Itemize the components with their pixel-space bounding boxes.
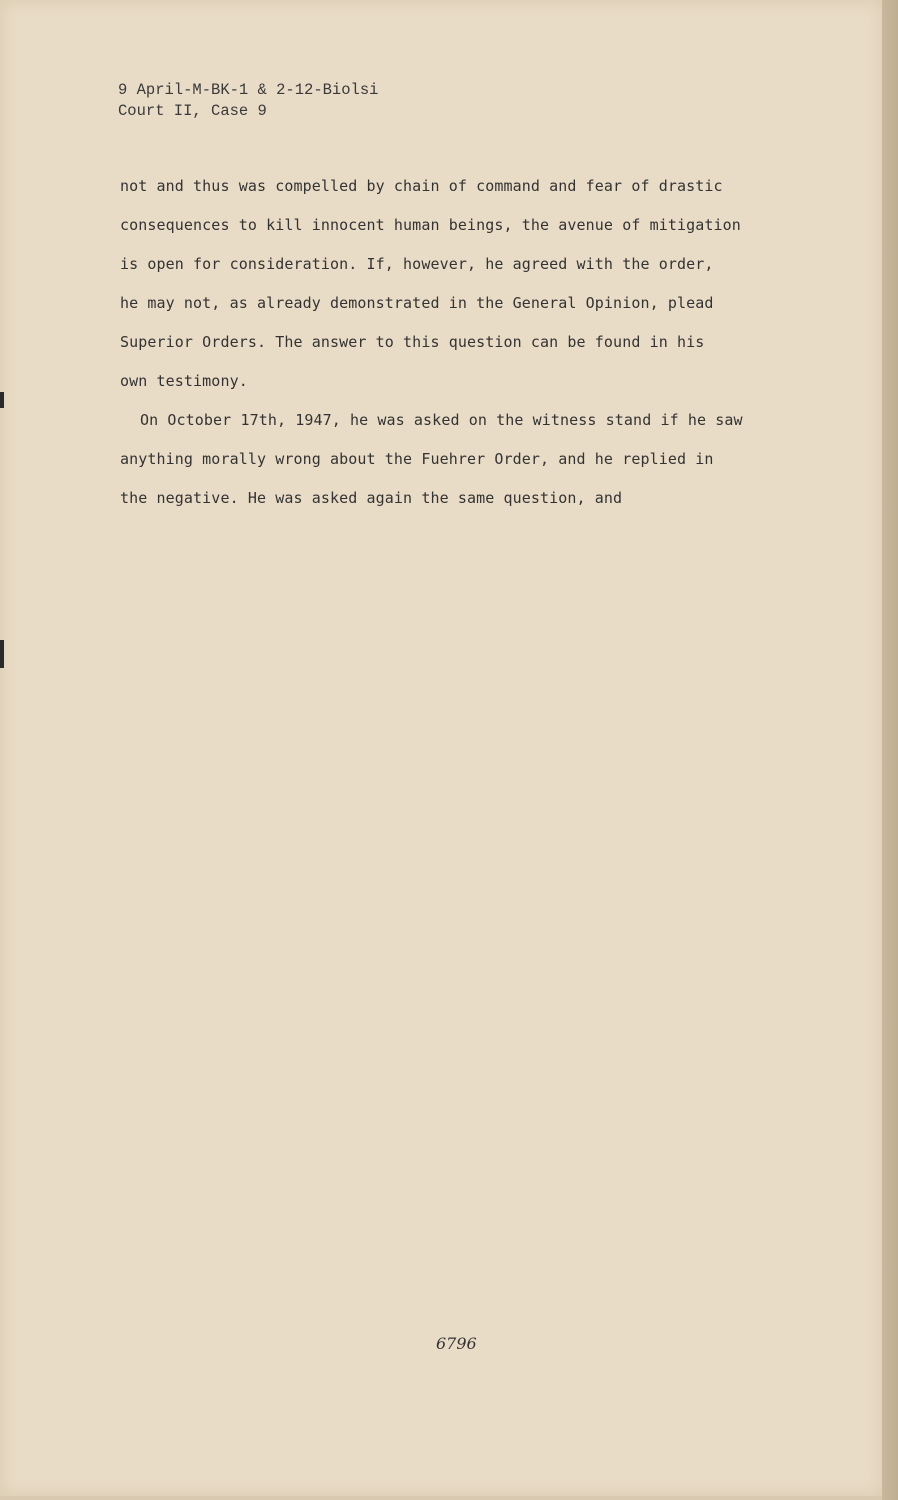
body-line: Superior Orders. The answer to this question can be found in his xyxy=(120,333,705,351)
paper-edge-shadow xyxy=(882,0,898,1500)
header-court-case: Court II, Case 9 xyxy=(118,102,267,120)
document-body xyxy=(120,172,800,523)
binding-mark xyxy=(0,392,4,408)
document-header xyxy=(118,80,378,122)
header-reference: 9 April-M-BK-1 & 2-12-Biolsi xyxy=(118,81,379,99)
body-line: anything morally wrong about the Fuehrer Order, and he replied in xyxy=(120,450,714,468)
body-line: own testimony. xyxy=(120,372,248,390)
binding-mark xyxy=(0,640,4,668)
body-line: is open for consideration. If, however, he agreed with the order, xyxy=(120,255,714,273)
body-line: not and thus was compelled by chain of command and fear of drastic xyxy=(120,177,723,195)
body-line: consequences to kill innocent human beings, the avenue of mitigation xyxy=(120,216,741,234)
body-line: the negative. He was asked again the same question, and xyxy=(120,489,623,507)
page-number: 6796 xyxy=(436,1334,477,1353)
body-line: On October 17th, 1947, he was asked on the witness stand if he saw xyxy=(140,411,743,429)
body-line: he may not, as already demonstrated in the General Opinion, plead xyxy=(120,294,714,312)
